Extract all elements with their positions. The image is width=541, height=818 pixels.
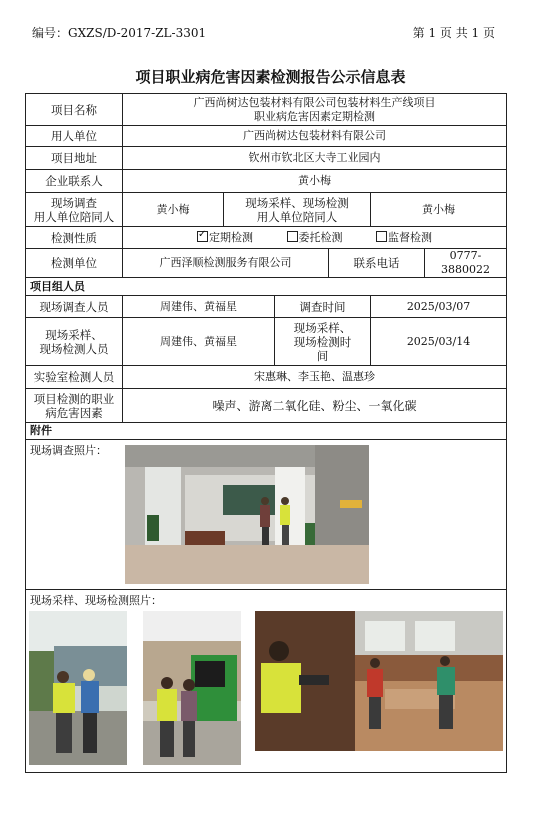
survey-photo-image <box>125 445 369 584</box>
sampling-time-label-1: 现场采样、 <box>293 320 352 335</box>
project-name-line2: 职业病危害因素定期检测 <box>254 109 376 123</box>
nature-option-periodic[interactable]: ✓ 定期检测 <box>197 231 253 245</box>
phone-value: 0777-3880022 <box>425 249 507 278</box>
attachments-section-heading: 附件 <box>26 423 507 440</box>
nature-label: 检测性质 <box>26 227 123 249</box>
address-value: 钦州市钦北区大寺工业园内 <box>123 147 507 170</box>
nature-option-commissioned[interactable]: 委托检测 <box>287 231 343 245</box>
address-label: 项目地址 <box>26 147 123 170</box>
survey-photos-label: 现场调查照片： <box>30 444 107 457</box>
sampling-companion-label-1: 现场采样、现场检测 <box>245 195 349 210</box>
hazards-label-2: 病危害因素 <box>45 405 103 420</box>
checkbox-checked-icon <box>197 231 208 242</box>
sampling-photos-cell <box>26 590 507 773</box>
inspector-org-value: 广西泽顺检测服务有限公司 <box>123 249 329 278</box>
document-code: 编号：GXZS/D-2017-ZL-3301 <box>32 26 207 40</box>
sampling-staff-label-2: 现场检测人员 <box>39 341 109 356</box>
checkbox-empty-icon <box>287 231 298 242</box>
project-name-line1: 广西尚树达包装材料有限公司包装材料生产线项目 <box>193 95 436 109</box>
page-title: 项目职业病危害因素检测报告公示信息表 <box>135 68 406 86</box>
sampling-photo-2-image <box>143 611 241 765</box>
sampling-time-label-3: 间 <box>316 348 329 363</box>
phone-label: 联系电话 <box>329 249 425 278</box>
sampling-time-label-2: 现场检测时 <box>293 334 352 349</box>
sampling-companion-label <box>224 193 371 227</box>
survey-photos-cell <box>26 440 507 590</box>
sampling-companion-label-2: 用人单位陪同人 <box>256 209 338 224</box>
survey-staff-value: 周建伟、黄福星 <box>123 296 275 318</box>
survey-time-value: 2025/03/07 <box>371 296 507 318</box>
hazards-value: 噪声、游离二氧化硅、粉尘、一氧化碳 <box>123 389 507 423</box>
survey-companion-label-2: 用人单位陪同人 <box>33 209 115 224</box>
survey-time-label: 调查时间 <box>275 296 371 318</box>
contact-label: 企业联系人 <box>26 170 123 193</box>
checkbox-empty-icon <box>376 231 387 242</box>
survey-photo <box>125 445 369 584</box>
contact-value: 黄小梅 <box>123 170 507 193</box>
sampling-time-value: 2025/03/14 <box>371 318 507 366</box>
employer-value: 广西尚树达包装材料有限公司 <box>123 126 507 147</box>
sampling-photo-2 <box>143 611 241 765</box>
project-name-value <box>123 94 507 126</box>
hazards-label-1: 项目检测的职业 <box>33 391 115 406</box>
sampling-photo-1 <box>29 611 127 765</box>
sampling-staff-label <box>26 318 123 366</box>
survey-companion-label <box>26 193 123 227</box>
hazards-label <box>26 389 123 423</box>
sampling-staff-value: 周建伟、黄福星 <box>123 318 275 366</box>
survey-staff-label: 现场调查人员 <box>26 296 123 318</box>
employer-label: 用人单位 <box>26 126 123 147</box>
lab-staff-label: 实验室检测人员 <box>26 366 123 389</box>
nature-option-supervisory[interactable]: 监督检测 <box>376 231 432 245</box>
page-number: 第 1 页 共 1 页 <box>412 26 495 40</box>
sampling-photo-3-image <box>255 611 503 751</box>
sampling-photo-3 <box>255 611 503 751</box>
sampling-staff-label-1: 现场采样、 <box>45 327 103 342</box>
sampling-photo-1-image <box>29 611 127 765</box>
survey-companion-value: 黄小梅 <box>123 193 224 227</box>
nature-options <box>123 227 507 249</box>
sampling-time-label <box>275 318 371 366</box>
survey-companion-label-1: 现场调查 <box>51 195 97 210</box>
lab-staff-value: 宋惠琳、李玉艳、温惠珍 <box>123 366 507 389</box>
team-section-heading: 项目组人员 <box>26 278 507 296</box>
sampling-companion-value: 黄小梅 <box>371 193 507 227</box>
info-table <box>25 93 507 773</box>
project-name-label: 项目名称 <box>26 94 123 126</box>
sampling-photos-label: 现场采样、现场检测照片： <box>30 594 162 607</box>
inspector-org-label: 检测单位 <box>26 249 123 278</box>
